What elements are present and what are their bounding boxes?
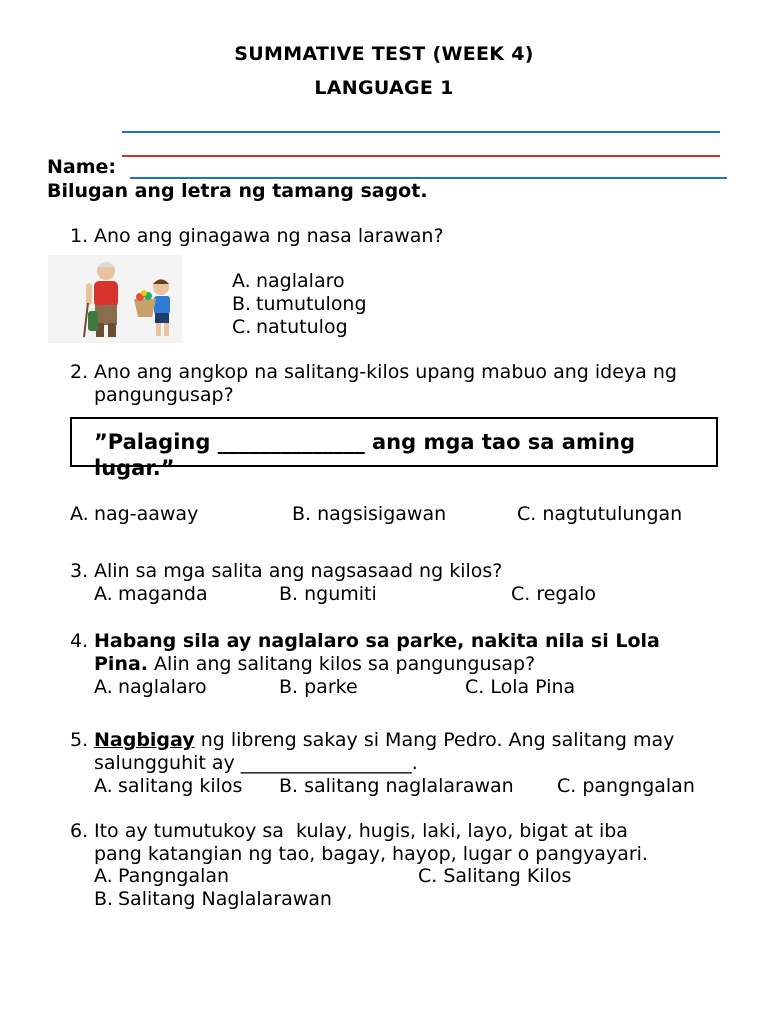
option-c[interactable]: C. regalo: [511, 583, 597, 605]
option-a[interactable]: A. nag-aaway: [70, 503, 199, 525]
blue-divider-line: [122, 131, 720, 133]
option-b[interactable]: B. tumutulong: [232, 293, 367, 315]
question-4: [70, 630, 660, 653]
sentence-box: [70, 417, 718, 480]
question-number: 5.: [70, 729, 89, 751]
question-number: 4.: [70, 630, 89, 652]
question-2: [70, 361, 677, 384]
question-text: Habang sila ay naglalaro sa parke, nakita nila si Lola: [94, 630, 660, 652]
option-b[interactable]: B. parke: [279, 676, 358, 698]
option-b[interactable]: B. Salitang Naglalarawan: [94, 888, 332, 910]
question-number: 1.: [70, 225, 89, 247]
option-b[interactable]: B. salitang naglalarawan: [279, 775, 514, 797]
question-6: [70, 820, 628, 843]
question-text: Ano ang angkop na salitang-kilos upang mabuo ang ideya ng: [94, 361, 677, 383]
question-number: 3.: [70, 560, 89, 582]
question-number: 2.: [70, 361, 89, 383]
question-text: ng libreng sakay si Mang Pedro. Ang salitang may: [194, 729, 675, 751]
option-a[interactable]: A. naglalaro: [94, 676, 207, 698]
question-text: Alin sa mga salita ang nagsasaad ng kilos?: [94, 560, 503, 582]
question-5: [70, 729, 674, 752]
option-a[interactable]: A. salitang kilos: [94, 775, 243, 797]
question-text-continued: Pina. Alin ang salitang kilos sa pangungusap?: [94, 653, 536, 675]
option-b[interactable]: B. ngumiti: [279, 583, 377, 605]
grandfather-and-child-icon: [48, 255, 182, 343]
question-text-continued: pang katangian ng tao, bagay, hayop, lugar o pangyayari.: [94, 843, 648, 865]
underlined-word: Nagbigay: [94, 729, 195, 751]
sentence-text: ”Palaging ______________ ang mga tao sa aming lugar.”: [94, 430, 636, 480]
name-field[interactable]: [130, 177, 727, 179]
option-a[interactable]: A. maganda: [94, 583, 208, 605]
option-c[interactable]: C. natutulog: [232, 316, 348, 338]
question-3: [70, 560, 502, 583]
red-divider-line: [122, 155, 720, 157]
question-text-continued: pangungusap?: [94, 384, 234, 406]
question-text: Ito ay tumutukoy sa kulay, hugis, laki, layo, bigat at iba: [94, 820, 628, 842]
question-text: Ano ang ginagawa ng nasa larawan?: [94, 225, 444, 247]
question-text-continued: salungguhit ay __________________.: [94, 752, 418, 774]
option-c[interactable]: C. Lola Pina: [465, 676, 576, 698]
name-label: Name:: [47, 156, 117, 178]
option-c[interactable]: C. pangngalan: [557, 775, 695, 797]
question-1: [70, 225, 444, 248]
page-subtitle: LANGUAGE 1: [314, 77, 454, 99]
option-c[interactable]: C. nagtutulungan: [517, 503, 683, 525]
option-a[interactable]: A. naglalaro: [232, 270, 345, 292]
option-c[interactable]: C. Salitang Kilos: [418, 865, 572, 887]
instructions: Bilugan ang letra ng tamang sagot.: [47, 180, 428, 202]
option-a[interactable]: A. Pangngalan: [94, 865, 230, 887]
page-title: SUMMATIVE TEST (WEEK 4): [234, 43, 534, 65]
option-b[interactable]: B. nagsisigawan: [292, 503, 447, 525]
question-number: 6.: [70, 820, 89, 842]
